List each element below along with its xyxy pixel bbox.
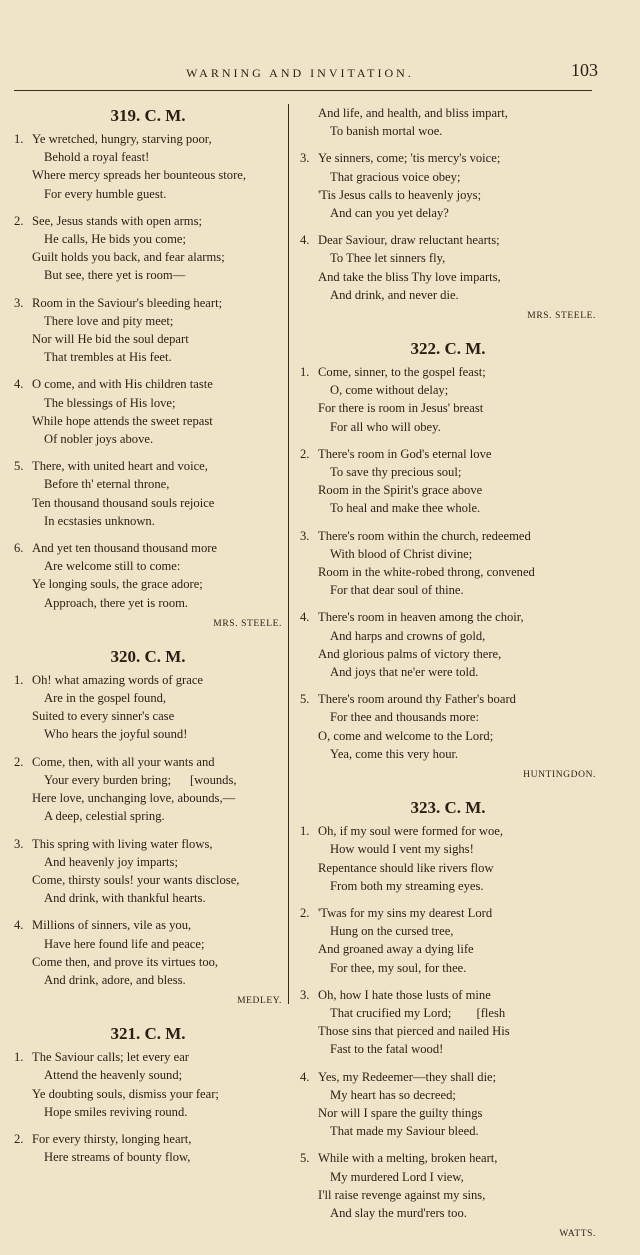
- verse: [14, 1130, 282, 1166]
- verse-line: To Thee let sinners fly,: [330, 251, 446, 266]
- verse-line: Ten thousand thousand souls rejoice: [32, 495, 215, 510]
- verse-line: Repentance should like rivers flow: [318, 860, 494, 875]
- verse-number: 3.: [300, 987, 310, 1002]
- verse-line: O, come and welcome to the Lord;: [318, 728, 494, 743]
- verse-line: For thee and thousands more:: [330, 710, 479, 725]
- verse-line: My heart has so decreed;: [330, 1087, 456, 1102]
- verse: [300, 363, 596, 436]
- header-rule: [14, 90, 592, 91]
- column-divider: [288, 104, 289, 1004]
- verse-line: Your every burden bring; [wounds,: [44, 772, 237, 787]
- verse: [300, 445, 596, 518]
- verse-number: 3.: [14, 295, 24, 310]
- verse-line: But see, there yet is room—: [44, 268, 186, 283]
- verse: [14, 130, 282, 203]
- verse: [14, 294, 282, 367]
- verse-number: 4.: [300, 1069, 310, 1084]
- hymn-322: [300, 337, 596, 782]
- verse: [14, 375, 282, 448]
- hymn-author: MEDLEY.: [237, 996, 282, 1007]
- verse-line: To save thy precious soul;: [330, 465, 462, 480]
- verse-line: That trembles at His feet.: [44, 350, 172, 365]
- verse: [14, 1048, 282, 1121]
- verse-number: 1.: [300, 824, 310, 839]
- verse-line: This spring with living water flows,: [32, 836, 213, 851]
- verse-line: And groaned away a dying life: [318, 942, 474, 957]
- verse-line: 'Twas for my sins my dearest Lord: [318, 905, 493, 920]
- verse: [300, 527, 596, 600]
- verse-line: The blessings of His love;: [44, 395, 176, 410]
- verse-number: 4.: [300, 610, 310, 625]
- verse-line: There's room in heaven among the choir,: [318, 610, 524, 625]
- verse-line: And life, and health, and bliss impart,: [318, 106, 508, 120]
- verse-line: Millions of sinners, vile as you,: [32, 918, 192, 933]
- verse-line: Ye wretched, hungry, starving poor,: [32, 132, 212, 146]
- verse-number: 2.: [14, 1131, 24, 1146]
- hymn-author: MRS. STEELE.: [527, 311, 596, 322]
- verse-line: There's room within the church, redeemed: [318, 528, 531, 543]
- verse-line: Oh, how I hate those lusts of mine: [318, 987, 491, 1002]
- verse-line: And take the bliss Thy love imparts,: [318, 269, 501, 284]
- verse-line: Are welcome still to come:: [44, 559, 181, 574]
- verse-line: See, Jesus stands with open arms;: [32, 213, 202, 228]
- verse-line: In ecstasies unknown.: [44, 513, 155, 528]
- verse: [14, 457, 282, 530]
- verse-line: And slay the murd'rers too.: [330, 1205, 467, 1220]
- verse: [300, 608, 596, 681]
- verse: [14, 212, 282, 285]
- verse-line: The Saviour calls; let every ear: [32, 1050, 190, 1065]
- verse-number: 2.: [300, 905, 310, 920]
- hymn-number: 322. C. M.: [410, 339, 486, 359]
- verse-line: Oh! what amazing words of grace: [32, 672, 203, 687]
- verse-number: 2.: [300, 446, 310, 461]
- verse-line: While hope attends the sweet repast: [32, 413, 213, 428]
- hymn-number: 320. C. M.: [110, 646, 186, 666]
- verse-number: 5.: [14, 459, 24, 474]
- verse-line: To banish mortal woe.: [330, 124, 443, 139]
- verse-line: Come, thirsty souls! your wants disclose,: [32, 872, 240, 887]
- hymn-author: WATTS.: [559, 1229, 596, 1240]
- verse-line: Who hears the joyful sound!: [44, 727, 188, 742]
- verse-line: O, come without delay;: [330, 383, 449, 398]
- verse-line: From both my streaming eyes.: [330, 878, 484, 893]
- verse-line: And drink, adore, and bless.: [44, 972, 186, 987]
- hymn-author: HUNTINGDON.: [523, 770, 596, 781]
- verse-line: Room in the Spirit's grace above: [318, 483, 483, 498]
- left-column: [14, 104, 282, 1175]
- verse-line: And heavenly joy imparts;: [44, 854, 178, 869]
- verse-line: There, with united heart and voice,: [32, 459, 208, 474]
- verse-line: And joys that ne'er were told.: [330, 665, 479, 680]
- verse: [14, 753, 282, 826]
- verse-line: Room in the white-robed throng, convened: [318, 565, 535, 580]
- verse-continuation: [300, 104, 596, 140]
- verse-line: With blood of Christ divine;: [330, 546, 473, 561]
- verse-line: 'Tis Jesus calls to heavenly joys;: [318, 187, 482, 202]
- verse: [300, 904, 596, 977]
- verse-line: For every humble guest.: [44, 186, 167, 201]
- verse-number: 2.: [14, 213, 24, 228]
- verse-line: Yea, come this very hour.: [330, 746, 459, 761]
- verse-line: While with a melting, broken heart,: [318, 1151, 498, 1166]
- verse: [300, 1068, 596, 1141]
- verse-line: I'll raise revenge against my sins,: [318, 1187, 486, 1202]
- verse: [300, 149, 596, 222]
- verse-line: For thee, my soul, for thee.: [330, 960, 467, 975]
- verse: [300, 822, 596, 895]
- verse-number: 2.: [14, 754, 24, 769]
- verse-line: Dear Saviour, draw reluctant hearts;: [318, 233, 500, 248]
- verse-line: How would I vent my sighs!: [330, 842, 474, 857]
- verse-line: Nor will I spare the guilty things: [318, 1105, 483, 1120]
- verse-line: Of nobler joys above.: [44, 432, 154, 447]
- hymn-320: [14, 645, 282, 1008]
- verse-line: There's room around thy Father's board: [318, 692, 516, 707]
- verse-number: 5.: [300, 1151, 310, 1166]
- verse-line: That made my Saviour bleed.: [330, 1124, 479, 1139]
- verse: [14, 539, 282, 612]
- verse-line: To heal and make thee whole.: [330, 501, 481, 516]
- verse-line: Ye doubting souls, dismiss your fear;: [32, 1086, 219, 1101]
- verse-number: 6.: [14, 541, 24, 556]
- verse-line: That gracious voice obey;: [330, 169, 461, 184]
- verse-number: 1.: [14, 132, 24, 146]
- verse-line: There love and pity meet;: [44, 313, 174, 328]
- verse-line: Guilt holds you back, and fear alarms;: [32, 250, 225, 265]
- verse-line: O come, and with His children taste: [32, 377, 213, 392]
- verse-number: 3.: [300, 151, 310, 166]
- verse-line: Before th' eternal throne,: [44, 477, 170, 492]
- verse-number: 3.: [300, 528, 310, 543]
- running-head: WARNING AND INVITATION.: [186, 66, 414, 80]
- verse-line: Yes, my Redeemer—they shall die;: [318, 1069, 497, 1084]
- hymn-author: MRS. STEELE.: [213, 618, 282, 629]
- verse-line: That crucified my Lord; [flesh: [330, 1005, 506, 1020]
- verse-line: Come, sinner, to the gospel feast;: [318, 365, 486, 380]
- verse-line: Here love, unchanging love, abounds,—: [32, 791, 236, 806]
- verse-line: For that dear soul of thine.: [330, 583, 464, 598]
- verse: [14, 916, 282, 989]
- verse-line: Ye longing souls, the grace adore;: [32, 577, 203, 592]
- verse-line: Where mercy spreads her bounteous store,: [32, 168, 247, 183]
- verse-line: Ye sinners, come; 'tis mercy's voice;: [318, 151, 501, 166]
- verse-line: For all who will obey.: [330, 419, 441, 434]
- verse: [300, 231, 596, 304]
- verse-line: For every thirsty, longing heart,: [32, 1131, 192, 1146]
- verse-line: And drink, and never die.: [330, 287, 459, 302]
- verse-number: 1.: [300, 365, 310, 380]
- verse-line: Suited to every sinner's case: [32, 709, 175, 724]
- verse-line: Hung on the cursed tree,: [330, 924, 454, 939]
- hymn-number: 319. C. M.: [110, 106, 186, 125]
- verse-line: Attend the heavenly sound;: [44, 1068, 183, 1083]
- verse-line: Fast to the fatal wood!: [330, 1042, 444, 1057]
- verse: [300, 1149, 596, 1222]
- verse-line: Nor will He bid the soul depart: [32, 332, 189, 347]
- verse-line: Here streams of bounty flow,: [44, 1150, 191, 1165]
- verse-line: There's room in God's eternal love: [318, 446, 492, 461]
- page-number: 103: [571, 60, 598, 80]
- page-header: [0, 60, 640, 90]
- hymn-319: [14, 104, 282, 631]
- verse-line: Behold a royal feast!: [44, 150, 150, 165]
- verse-line: Oh, if my soul were formed for woe,: [318, 824, 504, 839]
- verse-line: And glorious palms of victory there,: [318, 646, 502, 661]
- hymn-number: 323. C. M.: [410, 798, 486, 818]
- verse-line: And drink, with thankful hearts.: [44, 891, 206, 906]
- hymn-number: 321. C. M.: [110, 1024, 186, 1044]
- verse-line: My murdered Lord I view,: [330, 1169, 464, 1184]
- verse: [300, 690, 596, 763]
- hymn-323: [300, 796, 596, 1241]
- verse-number: 4.: [14, 918, 24, 933]
- verse-line: A deep, celestial spring.: [44, 809, 165, 824]
- verse-number: 1.: [14, 1050, 24, 1065]
- hymn-321: [14, 1022, 282, 1166]
- verse-number: 5.: [300, 692, 310, 707]
- verse-number: 1.: [14, 672, 24, 687]
- verse-number: 3.: [14, 836, 24, 851]
- verse-line: He calls, He bids you come;: [44, 232, 186, 247]
- verse-number: 4.: [14, 377, 24, 392]
- verse-number: 4.: [300, 233, 310, 248]
- verse-line: And harps and crowns of gold,: [330, 628, 486, 643]
- verse-line: And yet ten thousand thousand more: [32, 541, 218, 556]
- verse-line: Come, then, with all your wants and: [32, 754, 215, 769]
- verse-line: And can you yet delay?: [330, 206, 449, 221]
- verse-line: Hope smiles reviving round.: [44, 1104, 188, 1119]
- verse-line: Come then, and prove its virtues too,: [32, 954, 219, 969]
- verse-line: Approach, there yet is room.: [44, 595, 189, 610]
- verse: [300, 986, 596, 1059]
- verse-line: Are in the gospel found,: [44, 691, 167, 706]
- verse-line: Room in the Saviour's bleeding heart;: [32, 295, 223, 310]
- verse: [14, 671, 282, 744]
- verse-line: Those sins that pierced and nailed His: [318, 1024, 510, 1039]
- hymn-321-continued: [300, 104, 596, 323]
- verse-line: For there is room in Jesus' breast: [318, 401, 484, 416]
- verse: [14, 835, 282, 908]
- verse-line: Have here found life and peace;: [44, 936, 205, 951]
- right-column: [300, 104, 596, 1255]
